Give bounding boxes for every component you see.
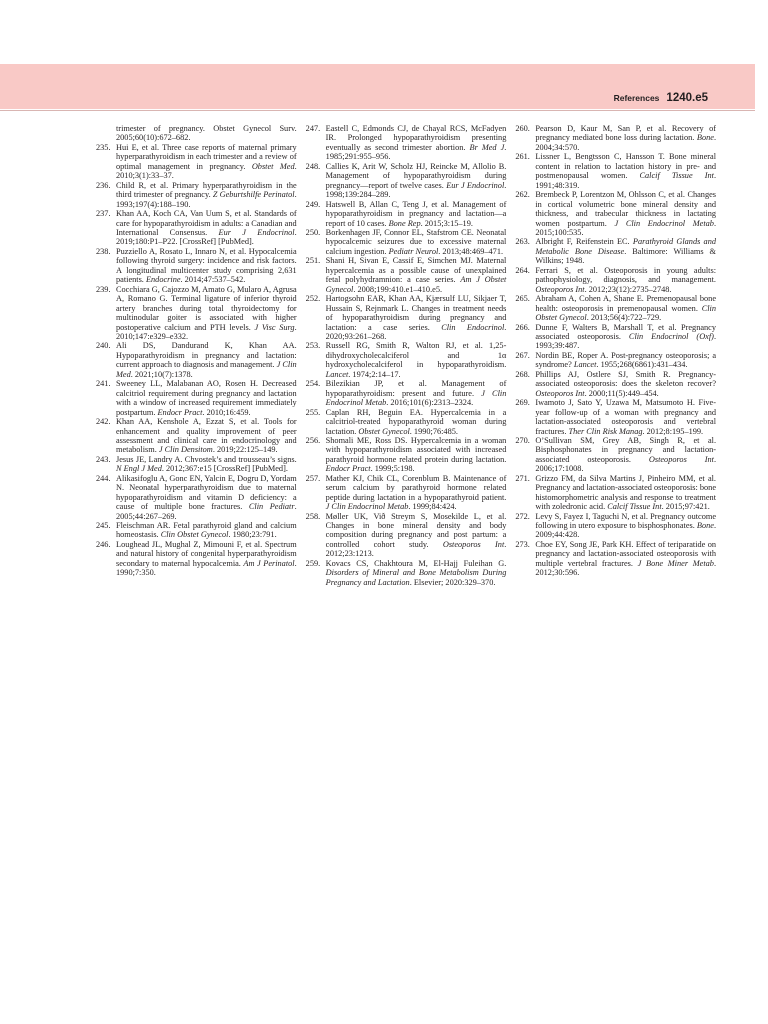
reference-item	[306, 341, 507, 379]
reference-column-3	[515, 124, 716, 587]
reference-source: Am J Perinatol	[243, 558, 295, 568]
reference-source: J Clin Densitom	[158, 445, 213, 455]
reference-body	[116, 455, 297, 474]
reference-source: Endocrine	[145, 275, 181, 285]
reference-body	[116, 181, 297, 209]
reference-source: Bone	[696, 521, 714, 531]
reference-text: . Elsevier; 2020:329–370.	[409, 577, 496, 587]
reference-text: . 2020;93:261–268.	[325, 322, 507, 341]
reference-text: . 2013;48:469–471.	[438, 246, 504, 256]
reference-number: 236.	[96, 180, 111, 190]
reference-text: . 2004;34:570.	[535, 133, 717, 152]
reference-source: Obstet Gynecol	[358, 426, 410, 436]
reference-body	[535, 294, 716, 322]
reference-item	[515, 351, 716, 370]
reference-body	[116, 247, 297, 285]
reference-item	[515, 190, 716, 237]
reference-source: Bone Rep	[388, 218, 421, 228]
reference-item	[96, 247, 297, 285]
reference-text: . 2015;97:421.	[661, 502, 710, 512]
reference-body	[326, 559, 507, 587]
reference-body	[326, 436, 507, 474]
reference-text: . 2009;44:428.	[535, 521, 717, 540]
reference-body	[535, 323, 716, 351]
reference-text: . 1990;76:485.	[409, 426, 458, 436]
reference-number: 240.	[96, 341, 111, 351]
reference-source: Endocr Pract	[325, 464, 371, 474]
reference-text: . 1999;5:198.	[370, 464, 415, 474]
reference-text: . 2005;44:267–269.	[116, 502, 297, 521]
reference-item	[515, 152, 716, 190]
reference-body	[116, 417, 297, 455]
reference-text: . 2000;11(5):449–454.	[584, 388, 659, 398]
reference-text: Shani H, Sivan E, Cassif E, Simchen MJ. Maternal hypercalcemia as a possible cause of unexplained fetal polyhydramnion: a case series.	[325, 256, 507, 285]
reference-text: . 1985;291:955–956.	[325, 142, 507, 162]
reference-text: Choe EY, Song JE, Park KH. Effect of teriparatide on pregnancy and lactation-associated osteoporosis with multiple vertebral fractures.	[535, 539, 717, 568]
reference-text: . 2010;3(1):33–37.	[116, 161, 297, 181]
reference-number: 271.	[515, 473, 530, 483]
reference-body	[535, 540, 716, 578]
reference-item	[515, 266, 716, 294]
reference-body	[326, 256, 507, 294]
reference-body	[326, 200, 507, 228]
reference-text: . 1998;139:284–289.	[325, 180, 507, 200]
reference-source: Osteoporos Int	[535, 388, 585, 398]
reference-source: Osteoporos Int	[648, 454, 714, 464]
running-head	[614, 88, 708, 106]
reference-text: . 2008;199:410.e1–410.e5.	[353, 284, 443, 294]
reference-number: 272.	[515, 511, 530, 521]
reference-source: J Visc Surg	[254, 322, 295, 332]
reference-source: Calcif Tissue Int	[639, 171, 714, 181]
reference-item	[96, 540, 297, 578]
reference-text: Pearson D, Kaur M, San P, et al. Recovery of pregnancy mediated bone loss during lactation.	[535, 124, 717, 143]
reference-number: 268.	[515, 369, 530, 379]
reference-text: . 2012;23(12):2735–2748.	[584, 284, 672, 294]
reference-item	[96, 143, 297, 181]
reference-item	[306, 294, 507, 341]
reference-text: Child R, et al. Primary hyperparathyroidism in the third trimester of pregnancy.	[116, 180, 297, 200]
reference-text: Møller UK, Við Streym S, Mosekilde L, et al. Changes in bone mineral density and body composition during pregnancy and post partum: a controlled cohort study.	[325, 511, 507, 549]
reference-body	[326, 408, 507, 436]
reference-text: Sweeney LL, Malabanan AO, Rosen H. Decreased calcitriol requirement during pregnancy and lactation with a window of increased requirement immediately postpartum.	[116, 379, 297, 417]
reference-item	[96, 285, 297, 342]
reference-body	[326, 228, 507, 256]
reference-source: Z Geburtshilfe Perinatol	[212, 190, 295, 200]
reference-text: Cocchiara G, Cajozzo M, Amato G, Mularo A, Agrusa A, Romano G. Terminal ligature of inferior thyroid artery branches during total thyroidectomy for multinodular goiter is associated with higher postoperative calcium and PTH levels.	[116, 284, 297, 332]
reference-item	[306, 436, 507, 474]
reference-text: Caplan RH, Beguin EA. Hypercalcemia in a calcitriol-treated hypoparathyroid woman during lactation.	[325, 407, 507, 436]
reference-source: Clin Pediatr	[248, 502, 295, 512]
reference-number: 243.	[96, 454, 111, 464]
reference-item	[515, 237, 716, 265]
reference-text: Puzziello A, Rosato L, Innaro N, et al. Hypocalcemia following thyroid surgery: incidence and risk factors. A longitudinal multicenter study comprising 2,631 patients.	[116, 246, 297, 285]
reference-text: . 1993;197(4):188–190.	[116, 190, 297, 209]
reference-item	[515, 398, 716, 436]
reference-text: Fleischman AR. Fetal parathyroid gland and calcium homeostasis.	[116, 521, 297, 540]
reference-text: . 2006;17:1008.	[535, 454, 717, 474]
reference-number: 249.	[305, 199, 321, 209]
reference-text: Phillips AJ, Ostlere SJ, Smith R. Pregnancy-associated osteoporosis: does the skeleton recover?	[535, 369, 717, 389]
reference-text: Ali DS, Dandurand K, Khan AA. Hypoparathyroidism in pregnancy and lactation: current approach to diagnosis and management.	[116, 341, 297, 370]
reference-body	[535, 124, 716, 152]
reference-number: 242.	[96, 417, 111, 427]
reference-source: J Bone Miner Metab	[637, 558, 714, 568]
reference-item	[96, 521, 297, 540]
reference-text: . 2019;22:125–149.	[212, 445, 278, 455]
reference-text: Nordin BE, Roper A. Post-pregnancy osteoporosis; a syndrome?	[535, 350, 717, 370]
reference-source: Disorders of Mineral and Bone Metabolism During Pregnancy and Lactation	[325, 568, 507, 587]
reference-text: Borkenhagen JF, Connor EL, Stafstrom CE. Neonatal hypocalcemic seizures due to excessive maternal calcium ingestion.	[325, 227, 507, 256]
reference-text: Khan AA, Kenshole A, Ezzat S, et al. Tools for enhancement and quality improvement of peer assessment and clinical care in endocrinology and metabolism.	[116, 417, 297, 455]
reference-item	[515, 370, 716, 398]
reference-text: . Baltimore: Williams & Wilkins; 1948.	[535, 246, 717, 266]
reference-item	[306, 200, 507, 228]
reference-source: N Engl J Med	[116, 464, 162, 474]
reference-list	[96, 124, 716, 587]
reference-item	[306, 228, 507, 256]
reference-text: Mather KJ, Chik CL, Corenblum B. Maintenance of serum calcium by parathyroid hormone related peptide during lactation in a hypoparathyroid patient.	[325, 473, 507, 502]
reference-body	[116, 521, 297, 540]
reference-text: Ferrari S, et al. Osteoporosis in young adults: pathophysiology, diagnosis, and management.	[535, 265, 717, 285]
reference-item	[306, 474, 507, 512]
reference-text: Loughead JL, Mughal Z, Mimouni F, et al. Spectrum and natural history of congenital hyperparathyroidism secondary to maternal hypocalcemia.	[116, 539, 297, 568]
reference-body	[535, 237, 716, 265]
reference-number: 247.	[305, 124, 321, 133]
reference-text: . 1999;84:424.	[408, 502, 457, 512]
reference-number: 273.	[515, 539, 530, 549]
reference-number: 244.	[96, 473, 111, 483]
reference-text: . 2012;8:195–199.	[642, 426, 704, 436]
reference-number: 250.	[305, 227, 321, 237]
reference-source: Clin Obstet Gynecol	[535, 303, 717, 323]
reference-body	[535, 190, 716, 237]
reference-source: Eur J Endocrinol	[446, 180, 505, 190]
reference-number: 259.	[305, 558, 321, 568]
reference-body	[535, 370, 716, 398]
reference-body	[116, 285, 297, 342]
reference-source: Osteoporos Int	[442, 539, 505, 549]
reference-body	[116, 540, 297, 578]
reference-text: Kovacs CS, Chakhtoura M, El-Hajj Fuleihan G.	[325, 558, 507, 568]
reference-source: J Clin Endocrinol Metab	[614, 218, 714, 228]
reference-body	[535, 512, 716, 540]
reference-source: Clin Endocrinol (Oxf)	[628, 331, 714, 341]
reference-text: . 1955;268(6861):431–434.	[596, 360, 688, 370]
reference-body	[116, 474, 297, 521]
reference-number: 257.	[305, 473, 321, 483]
reference-item	[96, 455, 297, 474]
reference-source: J Clin Med	[116, 360, 297, 379]
reference-text: . 1990;7:350.	[116, 558, 297, 578]
reference-source: Eur J Endocrinol	[218, 227, 295, 237]
reference-text: Dunne F, Walters B, Marshall T, et al. Pregnancy associated osteoporosis.	[535, 322, 717, 341]
reference-body	[535, 474, 716, 512]
reference-text: Brembeck P, Lorentzon M, Ohlsson C, et al. Changes in cortical volumetric bone mineral density and thickness, and trabecular thickness in lactating women postpartum.	[535, 190, 717, 228]
reference-item	[515, 323, 716, 351]
reference-body	[116, 379, 297, 417]
reference-text: . 2013;56(4):722–729.	[586, 313, 662, 323]
reference-number: 235.	[96, 142, 111, 152]
header-rule	[0, 110, 755, 111]
reference-item	[306, 124, 507, 162]
reference-text: Iwamoto J, Sato Y, Uzawa M, Matsumoto H. Five-year follow-up of a woman with pregnancy and lactation-associated osteoporosis and vertebral fractures.	[535, 398, 717, 436]
reference-item	[96, 341, 297, 379]
reference-number: 254.	[305, 379, 321, 389]
reference-text: O’Sullivan SM, Grey AB, Singh R, et al. Bisphosphonates in pregnancy and lactation-associated osteoporosis.	[535, 435, 717, 464]
reference-number: 251.	[305, 256, 321, 266]
reference-text: Abraham A, Cohen A, Shane E. Premenopausal bone health: osteoporosis in premenopausal women.	[535, 294, 717, 313]
reference-item	[96, 474, 297, 521]
reference-source: J Clin Endocrinol Metab	[325, 502, 409, 512]
reference-number: 248.	[305, 161, 321, 171]
reference-number: 252.	[305, 294, 321, 304]
reference-text: . 2012;30:596.	[535, 558, 717, 578]
reference-body	[535, 266, 716, 294]
reference-text: . 2016;101(6):2313–2324.	[386, 398, 474, 408]
reference-text: . 2005;60(10):672–682.	[116, 124, 297, 143]
page-number: 1240.e5	[666, 92, 708, 104]
reference-text: Hartogsohn EAR, Khan AA, Kjærsulf LU, Sikjaer T, Hussain S, Rejnmark L. Changes in treatment needs of hypoparathyroidism during pregnancy and lactation: a case series.	[325, 294, 507, 332]
reference-source: Clin Endocrinol	[441, 322, 505, 332]
reference-body	[535, 398, 716, 436]
reference-item	[306, 162, 507, 200]
reference-text: Hui E, et al. Three case reports of maternal primary hyperparathyroidism in each trimester and a review of optimal management in pregnancy.	[116, 142, 297, 171]
reference-item	[96, 181, 297, 209]
reference-item	[515, 124, 716, 152]
reference-column-2	[306, 124, 507, 587]
reference-column-1	[96, 124, 297, 587]
reference-number: 270.	[515, 435, 530, 445]
reference-text: . 2010;147:e329–e332.	[116, 322, 297, 341]
reference-text: Bilezikian JP, et al. Management of hypoparathyroidism: present and future.	[325, 379, 507, 398]
reference-body	[326, 162, 507, 200]
reference-number: 245.	[96, 521, 111, 531]
reference-item	[96, 209, 297, 247]
reference-source: Parathyroid Glands and Metabolic Bone Disease	[535, 237, 717, 256]
reference-source: Lancet	[325, 369, 349, 379]
reference-body	[535, 152, 716, 190]
reference-source: Osteoporos Int	[535, 284, 585, 294]
reference-body	[326, 294, 507, 341]
reference-item	[515, 436, 716, 474]
reference-source: Pediatr Neurol	[388, 246, 439, 256]
reference-body	[326, 341, 507, 379]
reference-body	[535, 436, 716, 474]
reference-item	[306, 512, 507, 559]
reference-text: . 1993;39:487.	[535, 331, 717, 351]
reference-number: 256.	[305, 435, 321, 445]
reference-number: 261.	[515, 152, 530, 162]
reference-text: . 2012;23:1213.	[325, 539, 507, 559]
reference-text: . 1980;23:791.	[228, 530, 277, 540]
reference-number: 263.	[515, 237, 530, 247]
reference-source: Lancet	[573, 360, 597, 370]
reference-number: 253.	[305, 341, 321, 351]
reference-number: 262.	[515, 190, 530, 200]
reference-source: Obstet Gynecol Surv	[213, 124, 295, 133]
reference-text: trimester of pregnancy.	[116, 124, 214, 133]
reference-number: 241.	[96, 379, 111, 389]
reference-number: 265.	[515, 294, 530, 304]
reference-item	[515, 512, 716, 540]
reference-text: . 2021;10(7):1378.	[130, 369, 193, 379]
reference-number: 260.	[515, 124, 530, 133]
reference-text: Callies K, Arit W, Scholz HJ, Reincke M, Allolio B. Management of hypoparathyroidism during pregnancy—report of twelve cases.	[325, 161, 507, 190]
reference-continuation	[96, 124, 297, 143]
reference-item	[306, 256, 507, 294]
reference-number: 255.	[305, 407, 321, 417]
reference-item	[96, 417, 297, 455]
reference-source: J Clin Endocrinol Metab	[325, 388, 507, 408]
reference-body	[326, 512, 507, 559]
reference-source: Br Med J	[469, 142, 505, 152]
reference-body	[326, 379, 507, 407]
reference-number: 258.	[305, 511, 321, 521]
reference-number: 266.	[515, 322, 530, 332]
reference-item	[306, 559, 507, 587]
reference-text: . 2012;367:e15 [CrossRef] [PubMed].	[161, 464, 288, 474]
reference-source: Calcif Tissue Int	[607, 502, 662, 512]
reference-item	[306, 379, 507, 407]
section-label: References	[613, 93, 660, 103]
reference-text: . 2010;16:459.	[202, 407, 251, 417]
reference-text: . 1974;2:14–17.	[348, 369, 401, 379]
reference-source: Am J Obstet Gynecol	[325, 275, 507, 294]
reference-source: Ther Clin Risk Manag	[568, 426, 643, 436]
reference-text: Russell RG, Smith R, Walton RJ, et al. 1,25-dihydroxycholecalciferol and 1α hydroxycholecalciferol in hypoparathyroidism.	[325, 341, 507, 370]
reference-number: 239.	[96, 284, 111, 294]
reference-text: . 2019;180:P1–P22. [CrossRef] [PubMed].	[116, 227, 297, 247]
reference-text: Grizzo FM, da Silva Martins J, Pinheiro MM, et al. Pregnancy and lactation-associated osteoporosis: bone histomorphometric analysis and response to treatment with zoledronic acid.	[535, 473, 717, 512]
reference-item	[515, 294, 716, 322]
reference-body	[326, 124, 507, 162]
reference-text: Eastell C, Edmonds CJ, de Chayal RCS, McFadyen IR. Prolonged hypoparathyroidism presenting eventually as second trimester abortion.	[325, 124, 507, 152]
reference-text: Albright F, Reifenstein EC.	[535, 237, 633, 247]
reference-number: 267.	[515, 350, 530, 360]
reference-body	[116, 341, 297, 379]
reference-source: Bone	[696, 133, 714, 143]
reference-text: Alikasifoglu A, Gonc EN, Yalcin E, Dogru D, Yordam N. Neonatal hyperparathyroidism due to maternal hypoparathyroidism and vitamin D deficiency: a cause of multiple bone fractures.	[116, 473, 297, 512]
reference-number: 237.	[96, 209, 111, 219]
reference-number: 246.	[96, 539, 111, 549]
reference-body	[326, 474, 507, 512]
reference-text: Levy S, Fayez I, Taguchi N, et al. Pregnancy outcome following in utero exposure to bisphosphonates.	[535, 511, 717, 531]
reference-text: Khan AA, Koch CA, Van Uum S, et al. Standards of care for hypoparathyroidism in adults: a Canadian and International Consensus.	[116, 209, 297, 237]
reference-item	[515, 540, 716, 578]
reference-body	[116, 143, 297, 181]
reference-item	[515, 474, 716, 512]
reference-body	[116, 209, 297, 247]
reference-source: Obstet Med	[251, 161, 295, 171]
reference-item	[96, 379, 297, 417]
reference-source: Clin Obstet Gynecol	[160, 530, 229, 540]
reference-number: 238.	[96, 246, 111, 256]
reference-text: . 1991;48:319.	[535, 171, 717, 190]
reference-text: . 2014;47:537–542.	[180, 275, 246, 285]
reference-body	[535, 351, 716, 370]
reference-text: . 2015;100:535.	[535, 218, 717, 237]
reference-text: . 2015;3:15–19.	[420, 218, 473, 228]
reference-text: Lissner L, Bengtsson C, Hansson T. Bone mineral content in relation to lactation history in pre- and postmenopausal women.	[535, 152, 717, 181]
reference-text: Jesus JE, Landry A. Chvostek’s and trousseau’s signs.	[116, 454, 297, 464]
reference-item	[306, 408, 507, 436]
reference-text: Shomali ME, Ross DS. Hypercalcemia in a woman with hypoparathyroidism associated with increased parathyroid hormone related protein during lactation.	[325, 435, 507, 464]
reference-text: Hatswell B, Allan C, Teng J, et al. Management of hypoparathyroidism in pregnancy and lactation—a report of 10 cases.	[325, 199, 507, 228]
reference-number: 269.	[515, 398, 530, 408]
reference-source: Endocr Pract	[157, 407, 203, 417]
reference-number: 264.	[515, 265, 530, 275]
